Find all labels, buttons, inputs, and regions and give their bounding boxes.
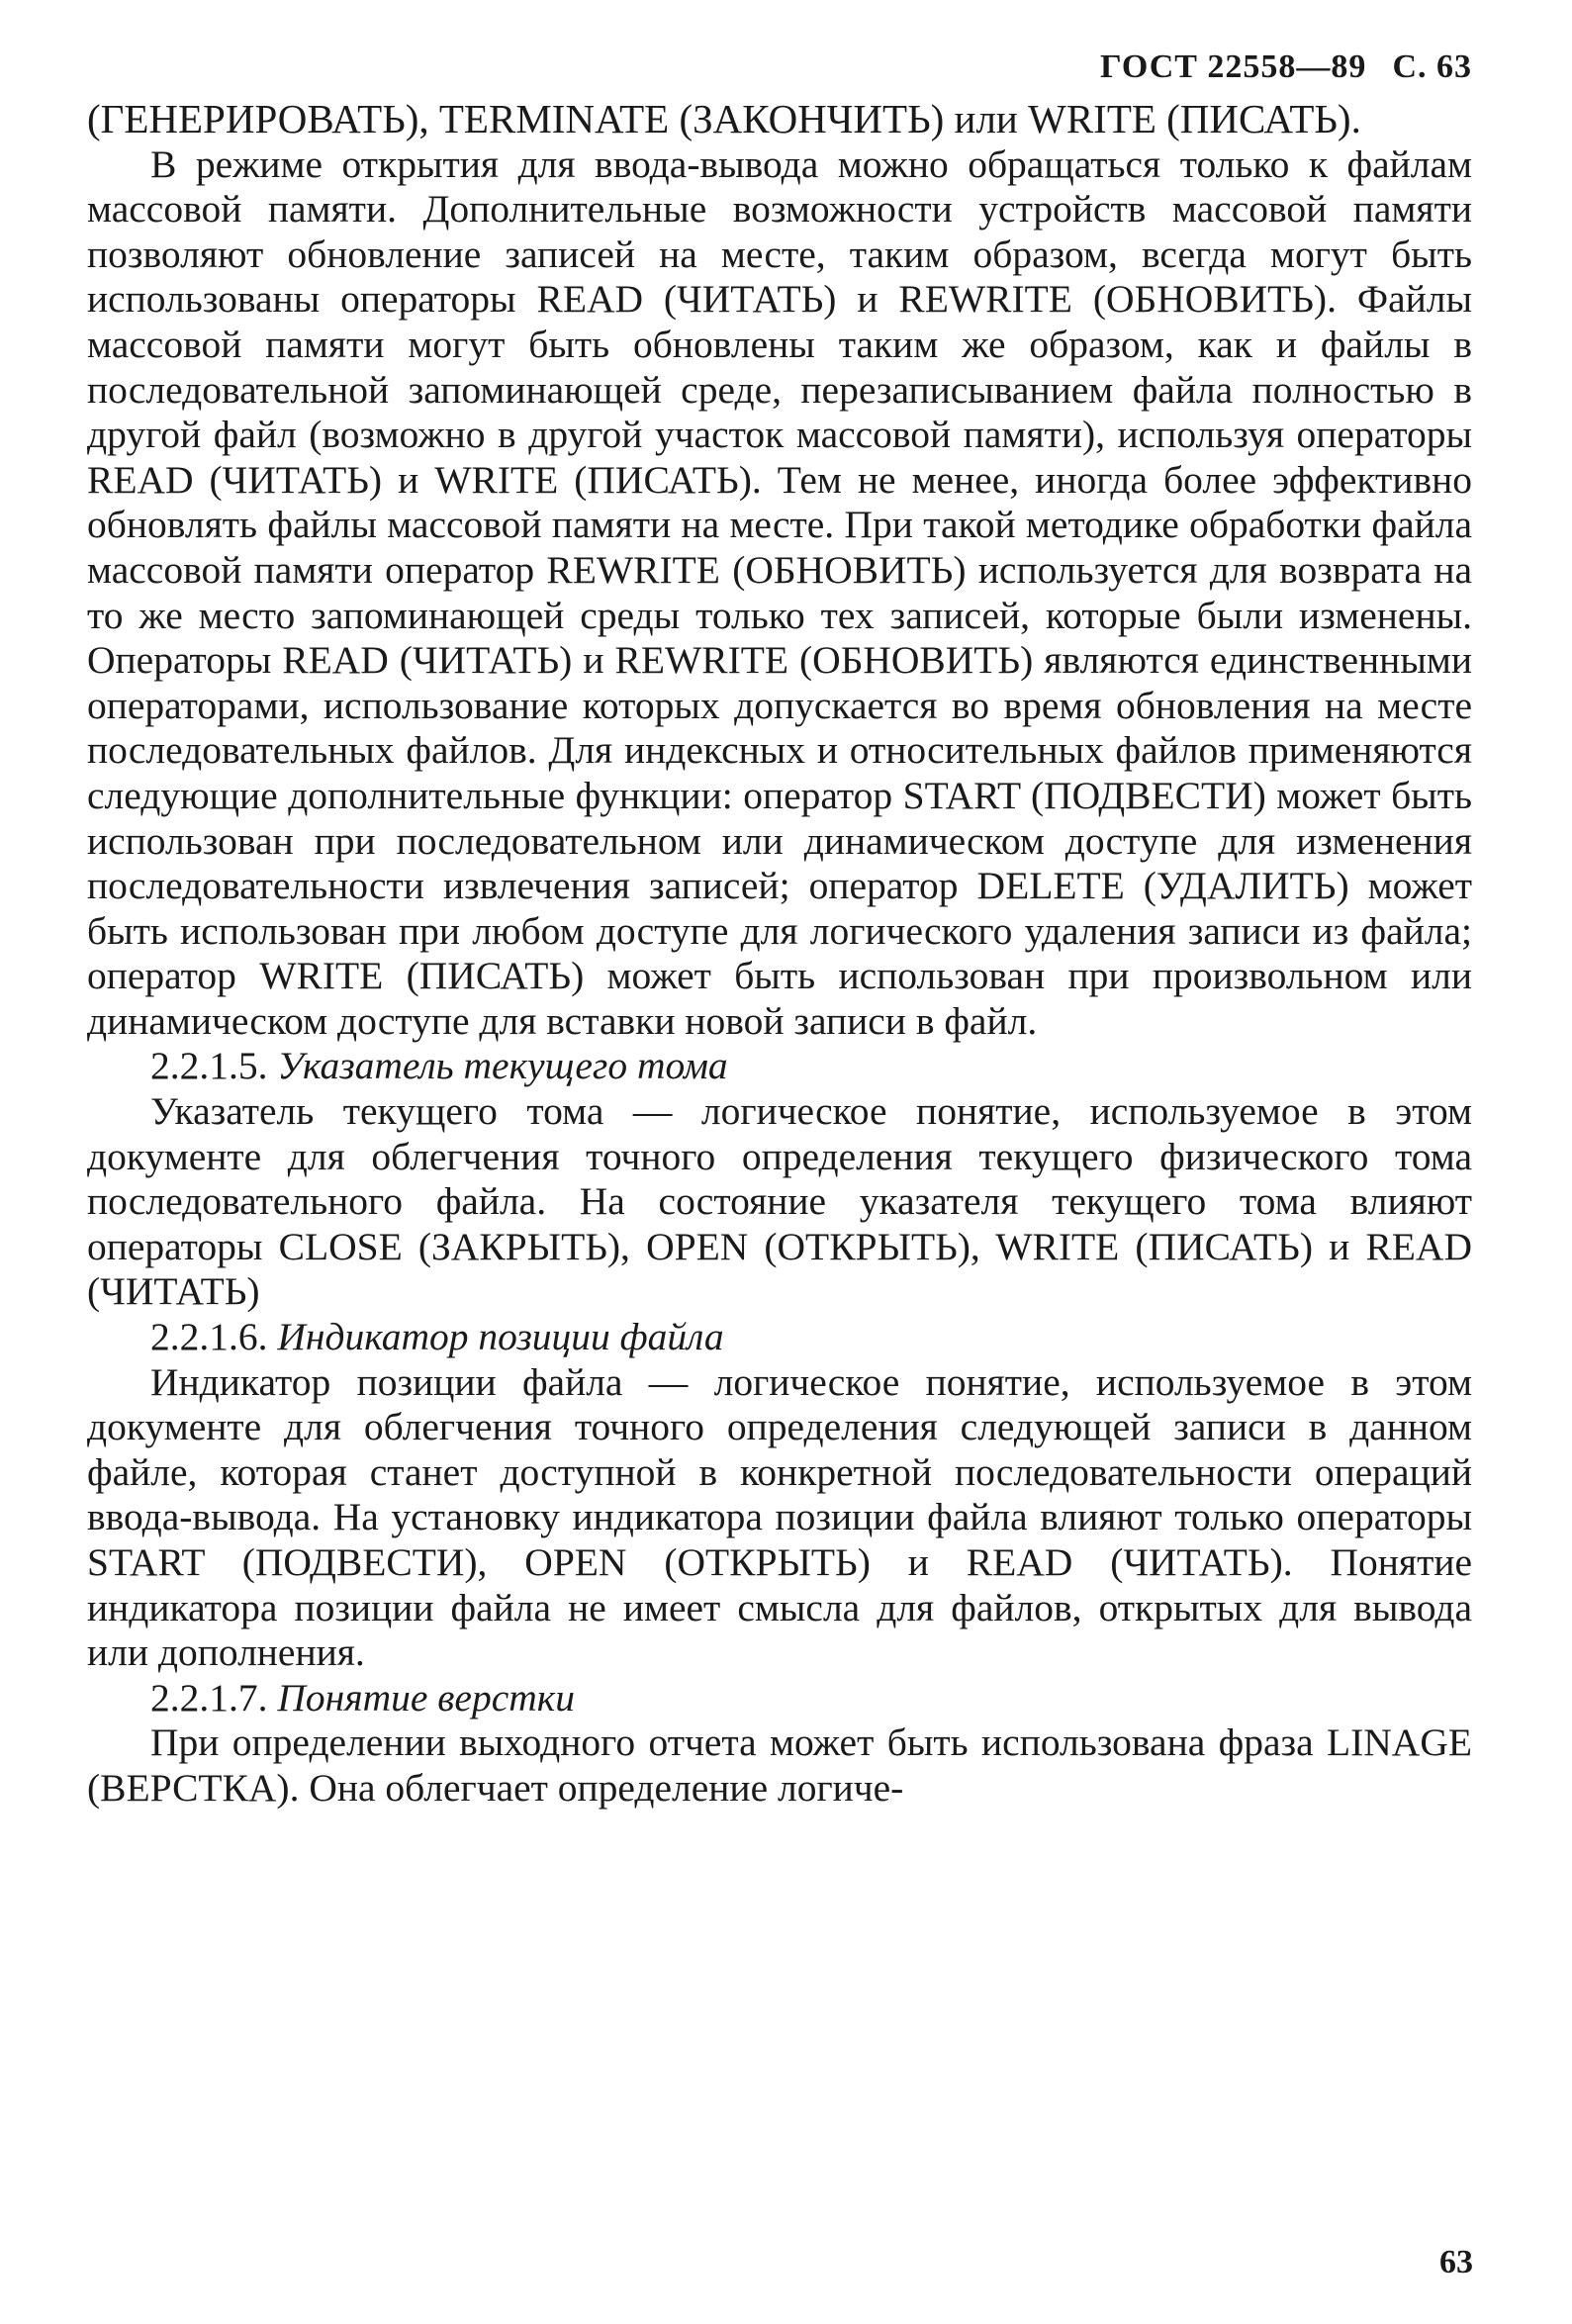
section-number: 2.2.1.5. [150,1044,268,1088]
section-number: 2.2.1.7. [150,1675,268,1720]
section-number: 2.2.1.6. [150,1315,268,1359]
paragraph-io-mode: В режиме открытия для ввода-вывода можно обращаться только к файлам массовой памяти. Дополнительные возможности устройств массовой памяти позволяют обновление записей на месте, таким образом, всегда могут быть использованы операторы READ (ЧИТАТЬ) и REWRITE (ОБНОВИТЬ). Файлы массовой памяти могут быть обновлены таким же образом, как и файлы в последовательной запоминающей среде, перезаписыванием файла полностью в другой файл (возможно в другой участок массовой памяти), используя операторы READ (ЧИТАТЬ) и WRITE (ПИСАТЬ). Тем не менее, иногда более эффективно обновлять файлы массовой памяти на месте. При такой методике обработки файла массовой памяти оператор REWRITE (ОБНОВИТЬ) используется для возврата на то же место запоминающей среды только тех записей, которые были изменены. Операторы READ (ЧИТАТЬ) и REWRITE (ОБНОВИТЬ) являются единственными операторами, использование которых допускается во время обновления на месте последовательных файлов. Для индексных и относительных файлов применяются следующие дополнительные функции: оператор START (ПОДВЕСТИ) может быть использован при последовательном или динамическом доступе для изменения последовательности извлечения записей; оператор DELETE (УДАЛИТЬ) может быть использован при любом доступе для логического удаления записи из файла; оператор WRITE (ПИСАТЬ) может быть использован при произвольном или динамическом доступе для вставки новой записи в файл. [87,141,1472,1043]
section-heading-file-position [87,1315,1472,1360]
document-page [87,38,1472,1812]
paragraph-continuation: (ГЕНЕРИРОВАТЬ), TERMINATE (ЗАКОНЧИТЬ) или WRITE (ПИСАТЬ). [87,96,1361,141]
document-body [87,97,1472,1812]
paragraph-file-position: Индикатор позиции файла — логическое понятие, используемое в этом документе для облегчения точного определения следующей записи в данном файле, которая станет доступной в конкретной последовательности операций ввода-вывода. На установку индикатора позиции файла влияют только операторы START (ПОДВЕСТИ), OPEN (ОТКРЫТЬ) и READ (ЧИТАТЬ). Понятие индикатора позиции файла не имеет смысла для файлов, открытых для вывода или дополнения. [87,1359,1472,1675]
paragraph-linage: При определении выходного отчета может быть использована фраза LINAGE (ВЕРСТКА). Она облегчает определение логиче- [87,1720,1472,1810]
paragraph-current-volume: Указатель текущего тома — логическое понятие, используемое в этом документе для облегчения точного определения текущего физического тома последовательного файла. На состояние указателя текущего тома влияют операторы CLOSE (ЗАКРЫТЬ), OPEN (ОТКРЫТЬ), WRITE (ПИСАТЬ) и READ (ЧИТАТЬ) [87,1089,1472,1314]
page-reference: С. 63 [1392,48,1472,85]
section-heading-current-volume [87,1044,1472,1089]
section-heading-linage [87,1676,1472,1721]
section-title: Указатель текущего тома [277,1044,728,1088]
section-title: Понятие верстки [277,1675,576,1720]
section-title: Индикатор позиции файла [277,1315,724,1359]
page-number: 63 [1439,2244,1473,2280]
page-header [87,38,1472,97]
standard-number: ГОСТ 22558—89 [1100,48,1367,85]
